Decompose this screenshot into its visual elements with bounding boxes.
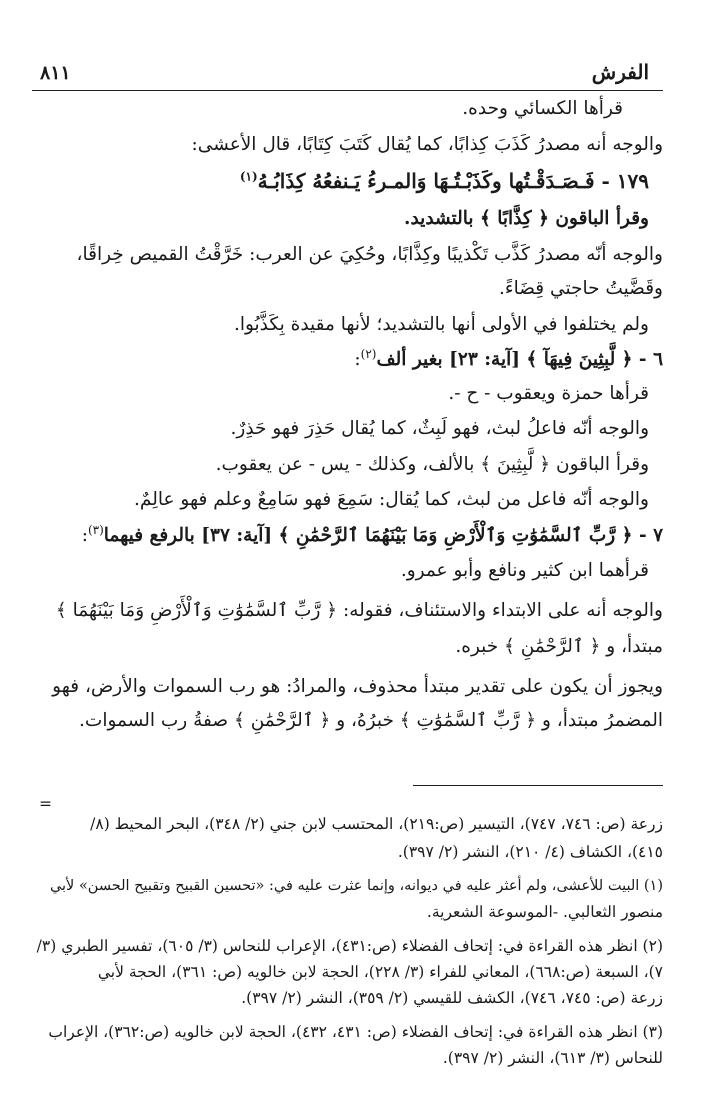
footnote-line: منصور الثعالبي. -الموسوعة الشعرية.: [426, 903, 663, 921]
text-line: والوجه أنّه فاعل من لبث، كما يُقال: سَمِعَ فهو سَامِعٌ وعلم فهو عالِمٌ.: [134, 489, 649, 510]
page-header: [32, 52, 663, 91]
footnote-line: للنحاس (٣/ ٦١٣)، النشر (٢/ ٣٩٧).: [442, 1049, 663, 1067]
footnote-ref: (١): [239, 169, 258, 184]
footnote-line: زرعة (ص: ٧٤٥، ٧٤٦)، الكشف للقيسي (٢/ ٣٥٩)، النشر (٢/ ٣٩٧).: [241, 989, 663, 1007]
text-line: وقرأ الباقون ﴿ كِذَّابًا ﴾ بالتشديد.: [404, 208, 649, 229]
text-line: ولم يختلفوا في الأولى أنها بالتشديد؛ لأنها مقيدة بِكَذَّبُوا.: [233, 314, 649, 335]
text-line: والوجه أنّه فاعلُ لبث، فهو لَبِثٌ، كما يُقال حَذِرَ فهو حَذِرٌ.: [230, 418, 649, 439]
page-number: ٨١١: [40, 62, 71, 84]
running-title: الفرش: [591, 60, 649, 84]
reading-heading: ٧ - ﴿ رَّبِّ ٱلسَّمَٰوَٰتِ وَٱلْأَرْضِ وَمَا بَيْنَهُمَا ٱلرَّحْمَٰنِ ﴾ [آية: ٣٧] بالرفع فيهما$^{(٣)}$:: [81, 522, 663, 546]
text-line: قرأهما ابن كثير ونافع وأبو عمرو.: [400, 560, 649, 581]
text-line: ويجوز أن يكون على تقدير مبتدأ محذوف، والمرادُ: هو رب السموات والأرض، فهو: [52, 676, 663, 697]
text-line: المضمرُ مبتدأ، و ﴿ رَّبِّ ٱلسَّمَٰوَٰتِ ﴾ خبرُهُ، و ﴿ ٱلرَّحْمَٰنِ ﴾ صفةُ رب السموات.: [79, 710, 663, 731]
text-line: والوجه أنه مصدرُ كَذَبَ كِذابًا، كما يُقال كَتَبَ كِتَابًا، قال الأعشى:: [191, 134, 663, 155]
text-line: قرأها حمزة ويعقوب - ح -.: [448, 383, 649, 404]
footnote-continuation-mark: =: [39, 795, 52, 813]
footnote-separator: [413, 785, 663, 786]
text-line: والوجه أنّه مصدرُ كَذَّب تَكْذيبًا وكِذَّابًا، وحُكِيَ عن العرب: خَرَّقْتُ القميص خِراقًا،: [76, 244, 663, 265]
footnote-line: (٢) انظر هذه القراءة في: إتحاف الفضلاء (ص:٤٣١)، الإعراب للنحاس (٣/ ٦٠٥)، تفسير الطبري (٣/: [36, 937, 663, 955]
text-line: والوجه أنه على الابتداء والاستئناف، فقوله: ﴿ رَّبِّ ٱلسَّمَٰوَٰتِ وَٱلْأَرْضِ وَمَا بَيْنَهُمَا ﴾: [55, 600, 663, 621]
footnote-ref: (٣): [87, 522, 104, 537]
footnote-line: ٤١٥)، الكشاف (٤/ ٢١٠)، النشر (٢/ ٣٩٧).: [397, 843, 663, 861]
text-line: قرأها الكسائي وحده.: [462, 98, 623, 119]
text-line: مبتدأ، و ﴿ ٱلرَّحْمَٰنِ ﴾ خبره.: [455, 636, 663, 657]
footnote-line: (٣) انظر هذه القراءة في: إتحاف الفضلاء (ص: ٤٣١، ٤٣٢)، الحجة لابن خالويه (ص:٣٦٢)، الإعراب: [48, 1023, 663, 1041]
footnote-line: (١) البيت للأعشى، ولم أعثر عليه في ديوانه، وإنما عثرت عليه في: «تحسين القبيح وتقبيح الحسن» لأبي: [49, 878, 663, 894]
footnote-line: ٧)، السبعة (ص:٦٦٨)، المعاني للفراء (٣/ ٢٢٨)، الحجة لابن خالويه (ص: ٣٦١)، الحجة لأبي: [97, 963, 663, 981]
reading-heading: ٦ - ﴿ لَّبِثِينَ فِيهَآ ﴾ [آية: ٢٣] بغير ألف$^{(٢)}$:: [354, 346, 663, 370]
text-line: وقَضَّيتُ حاجتي قِضَاءً.: [499, 278, 663, 299]
text-line: وقرأ الباقون ﴿ لَّبِثِينَ ﴾ بالألف، وكذلك - يس - عن يعقوب.: [215, 454, 649, 475]
footnote-ref: (٢): [360, 346, 377, 361]
footnote-line: زرعة (ص: ٧٤٦، ٧٤٧)، التيسير (ص:٢١٩)، المحتسب لابن جني (٢/ ٣٤٨)، البحر المحيط (٨/: [90, 815, 663, 833]
poetry-verse: ١٧٩ - فَـصَـدَقْـتُها وكَذَبْـتُـهَا وَالمـرءُ يَـنفعُهُ كِذَابُـهُ$^{(١)}$: [239, 169, 649, 193]
